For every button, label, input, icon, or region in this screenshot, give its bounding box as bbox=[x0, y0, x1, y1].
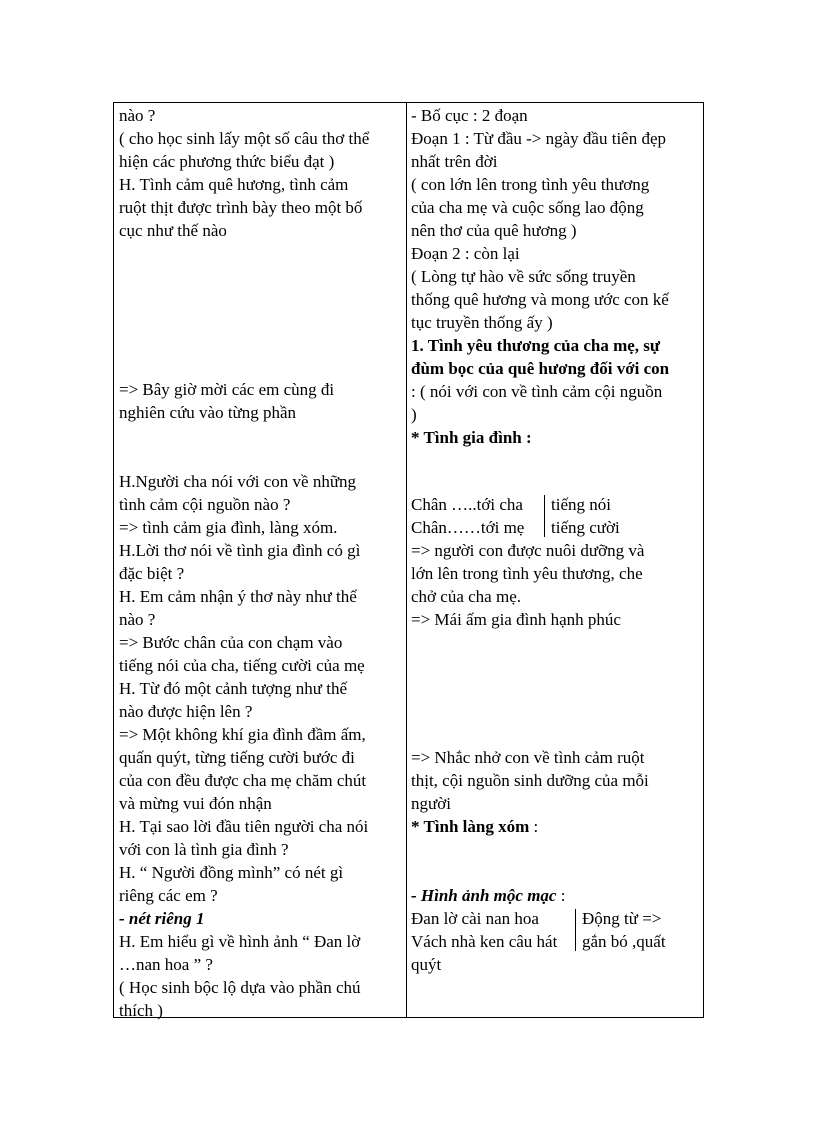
left-line: => tình cảm gia đình, làng xóm. bbox=[119, 518, 338, 537]
left-line: …nan hoa ” ? bbox=[119, 955, 213, 974]
left-line: nghiên cứu vào từng phần bbox=[119, 403, 297, 422]
verse-line-4-note: gắn bó ,quất bbox=[582, 932, 666, 951]
right-line: nên thơ của quê hương ) bbox=[411, 221, 577, 240]
right-line: Đoạn 1 : Từ đầu -> ngày đầu tiên đẹp bbox=[411, 129, 667, 148]
heading-hinh-anh-moc-mac bbox=[411, 885, 565, 907]
left-line: đặc biệt ? bbox=[119, 564, 185, 583]
left-line: => Bước chân của con chạm vào bbox=[119, 633, 343, 652]
left-line: tình cảm cội nguồn nào ? bbox=[119, 495, 291, 514]
left-line: hiện các phương thức biểu đạt ) bbox=[119, 152, 335, 171]
verse-line-2-note: tiếng cười bbox=[551, 518, 620, 537]
left-line: ruột thịt được trình bày theo một bố bbox=[119, 198, 363, 217]
section-heading-1: 1. Tình yêu thương của cha mẹ, sự bbox=[411, 336, 661, 355]
left-line: và mừng vui đón nhận bbox=[119, 794, 272, 813]
verse-line-4: Vách nhà ken câu hát bbox=[411, 932, 558, 951]
right-line: => Mái ấm gia đình hạnh phúc bbox=[411, 610, 621, 629]
left-line: của con đều được cha mẹ chăm chút bbox=[119, 771, 367, 790]
left-line: H. Em hiểu gì về hình ảnh “ Đan lờ bbox=[119, 932, 361, 951]
verse-line-1-note: tiếng nói bbox=[551, 495, 611, 514]
heading-tinh-lang-xom-text: * Tình làng xóm bbox=[411, 817, 530, 836]
right-line: - Bố cục : 2 đoạn bbox=[411, 106, 528, 125]
left-line: nào được hiện lên ? bbox=[119, 702, 253, 721]
right-line: => người con được nuôi dưỡng và bbox=[411, 541, 645, 560]
left-line: ( cho học sinh lấy một số câu thơ thể bbox=[119, 129, 370, 148]
right-line: => Nhắc nhở con về tình cảm ruột bbox=[411, 748, 645, 767]
verse-line-1: Chân …..tới cha bbox=[411, 495, 523, 514]
left-line: thích ) bbox=[119, 1001, 163, 1020]
left-line: => Bây giờ mời các em cùng đi bbox=[119, 380, 335, 399]
right-line: quýt bbox=[411, 955, 442, 974]
left-line: H. “ Người đồng mình” có nét gì bbox=[119, 863, 344, 882]
right-line: lớn lên trong tình yêu thương, che bbox=[411, 564, 643, 583]
right-line: Đoạn 2 : còn lại bbox=[411, 244, 520, 263]
left-line: H.Lời thơ nói về tình gia đình có gì bbox=[119, 541, 361, 560]
left-line: ( Học sinh bộc lộ dựa vào phần chú bbox=[119, 978, 361, 997]
right-line: người bbox=[411, 794, 451, 813]
heading-tinh-lang-xom bbox=[411, 816, 538, 838]
heading-tinh-gia-dinh: * Tình gia đình : bbox=[411, 428, 532, 447]
section-heading-1-cont: đùm bọc của quê hương đối với con bbox=[411, 359, 670, 378]
heading-tinh-lang-xom-colon: : bbox=[529, 817, 539, 836]
verse-bracket bbox=[544, 495, 545, 537]
lesson-table bbox=[113, 102, 704, 1018]
left-line: với con là tình gia đình ? bbox=[119, 840, 289, 859]
right-line: thịt, cội nguồn sinh dưỡng của mỗi bbox=[411, 771, 649, 790]
left-line: quấn quýt, từng tiếng cười bước đi bbox=[119, 748, 355, 767]
verse-bracket-2 bbox=[575, 909, 576, 951]
right-line: ( con lớn lên trong tình yêu thương bbox=[411, 175, 650, 194]
right-line: ) bbox=[411, 405, 417, 424]
right-line: tục truyền thống ấy ) bbox=[411, 313, 553, 332]
column-divider bbox=[406, 103, 407, 1017]
left-line: H. Em cảm nhận ý thơ này như thế bbox=[119, 587, 357, 606]
verse-line-2: Chân……tới mẹ bbox=[411, 518, 525, 537]
left-line: nào ? bbox=[119, 610, 156, 629]
right-line: thống quê hương và mong ước con kế bbox=[411, 290, 669, 309]
right-line: : ( nói với con về tình cảm cội nguồn bbox=[411, 382, 663, 401]
heading-hinh-anh-moc-mac-colon: : bbox=[556, 886, 566, 905]
left-line: H.Người cha nói với con về những bbox=[119, 472, 357, 491]
left-line: => Một không khí gia đình đầm ấm, bbox=[119, 725, 366, 744]
right-line: ( Lòng tự hào về sức sống truyền bbox=[411, 267, 636, 286]
left-line: riêng các em ? bbox=[119, 886, 218, 905]
verse-line-3-note: Động từ => bbox=[582, 909, 662, 928]
left-line: H. Từ đó một cảnh tượng như thế bbox=[119, 679, 348, 698]
left-line: H. Tại sao lời đầu tiên người cha nói bbox=[119, 817, 369, 836]
left-line: cục như thế nào bbox=[119, 221, 227, 240]
right-line: chở của cha mẹ. bbox=[411, 587, 521, 606]
left-line: nào ? bbox=[119, 106, 156, 125]
section-label-net-rieng: - nét riêng 1 bbox=[119, 909, 205, 928]
verse-line-3: Đan lờ cài nan hoa bbox=[411, 909, 539, 928]
heading-hinh-anh-moc-mac-text: - Hình ảnh mộc mạc bbox=[411, 886, 557, 905]
left-line: H. Tình cảm quê hương, tình cảm bbox=[119, 175, 349, 194]
left-line: tiếng nói của cha, tiếng cười của mẹ bbox=[119, 656, 365, 675]
right-line: nhất trên đời bbox=[411, 152, 498, 171]
right-line: của cha mẹ và cuộc sống lao động bbox=[411, 198, 644, 217]
